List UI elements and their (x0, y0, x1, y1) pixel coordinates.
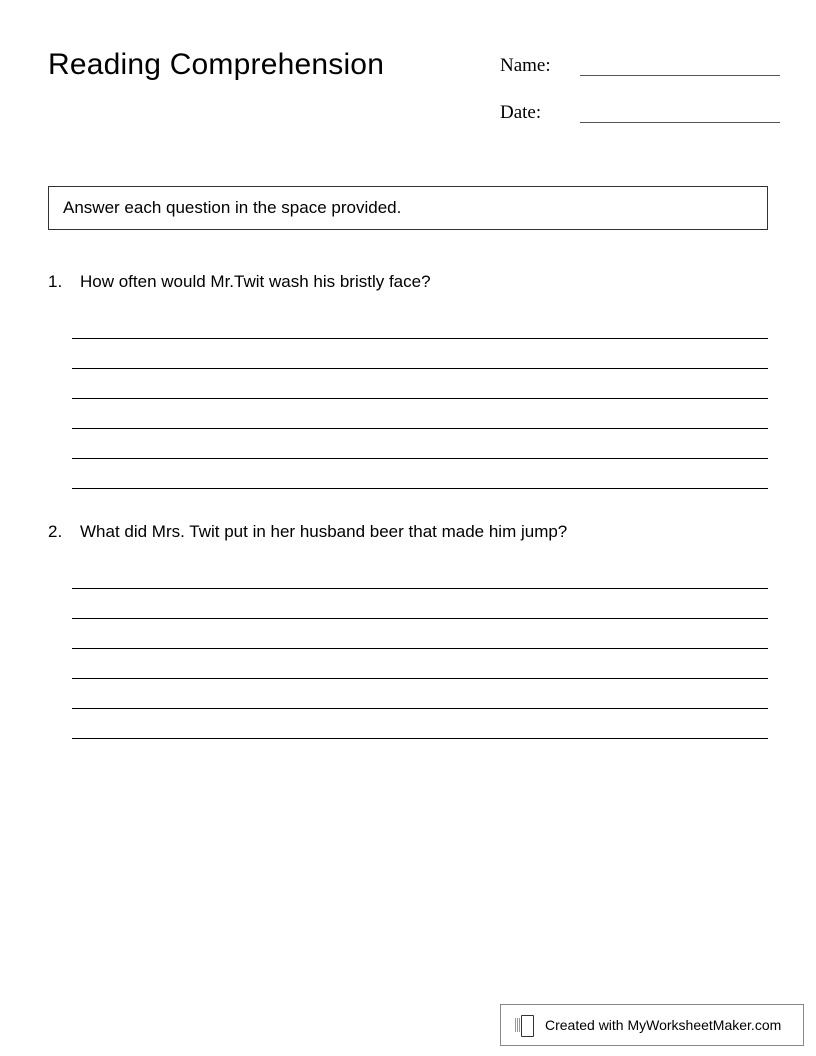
instructions-text: Answer each question in the space provided. (63, 198, 402, 217)
answer-line[interactable] (72, 559, 768, 589)
answer-line[interactable] (72, 369, 768, 399)
answer-lines[interactable] (72, 309, 768, 489)
date-field-row (500, 97, 780, 123)
question-number: 2. (48, 522, 63, 541)
created-with-label: Created with MyWorksheetMaker.com (545, 1017, 782, 1033)
name-field-row (500, 50, 780, 76)
answer-line[interactable] (72, 649, 768, 679)
name-input-line[interactable] (580, 55, 780, 76)
answer-line[interactable] (72, 709, 768, 739)
date-input-line[interactable] (580, 102, 780, 123)
answer-line[interactable] (72, 399, 768, 429)
question-item (48, 272, 768, 489)
question-row (48, 272, 768, 292)
book-icon (515, 1013, 537, 1037)
answer-line[interactable] (72, 309, 768, 339)
question-text: How often would Mr.Twit wash his bristly face? (80, 272, 431, 291)
name-date-fields (500, 50, 780, 144)
answer-line[interactable] (72, 339, 768, 369)
answer-lines[interactable] (72, 559, 768, 739)
question-number: 1. (48, 272, 63, 291)
date-field-label: Date: (500, 102, 542, 123)
name-field-label: Name: (500, 55, 551, 76)
question-row (48, 522, 768, 542)
worksheet-header (0, 40, 816, 150)
answer-line[interactable] (72, 679, 768, 709)
question-item (48, 522, 768, 739)
answer-line[interactable] (72, 619, 768, 649)
instructions-box (48, 186, 768, 230)
created-with-badge[interactable] (500, 1004, 804, 1046)
answer-line[interactable] (72, 459, 768, 489)
answer-line[interactable] (72, 589, 768, 619)
page-title: Reading Comprehension (48, 48, 385, 81)
question-text: What did Mrs. Twit put in her husband beer that made him jump? (80, 522, 568, 541)
answer-line[interactable] (72, 429, 768, 459)
